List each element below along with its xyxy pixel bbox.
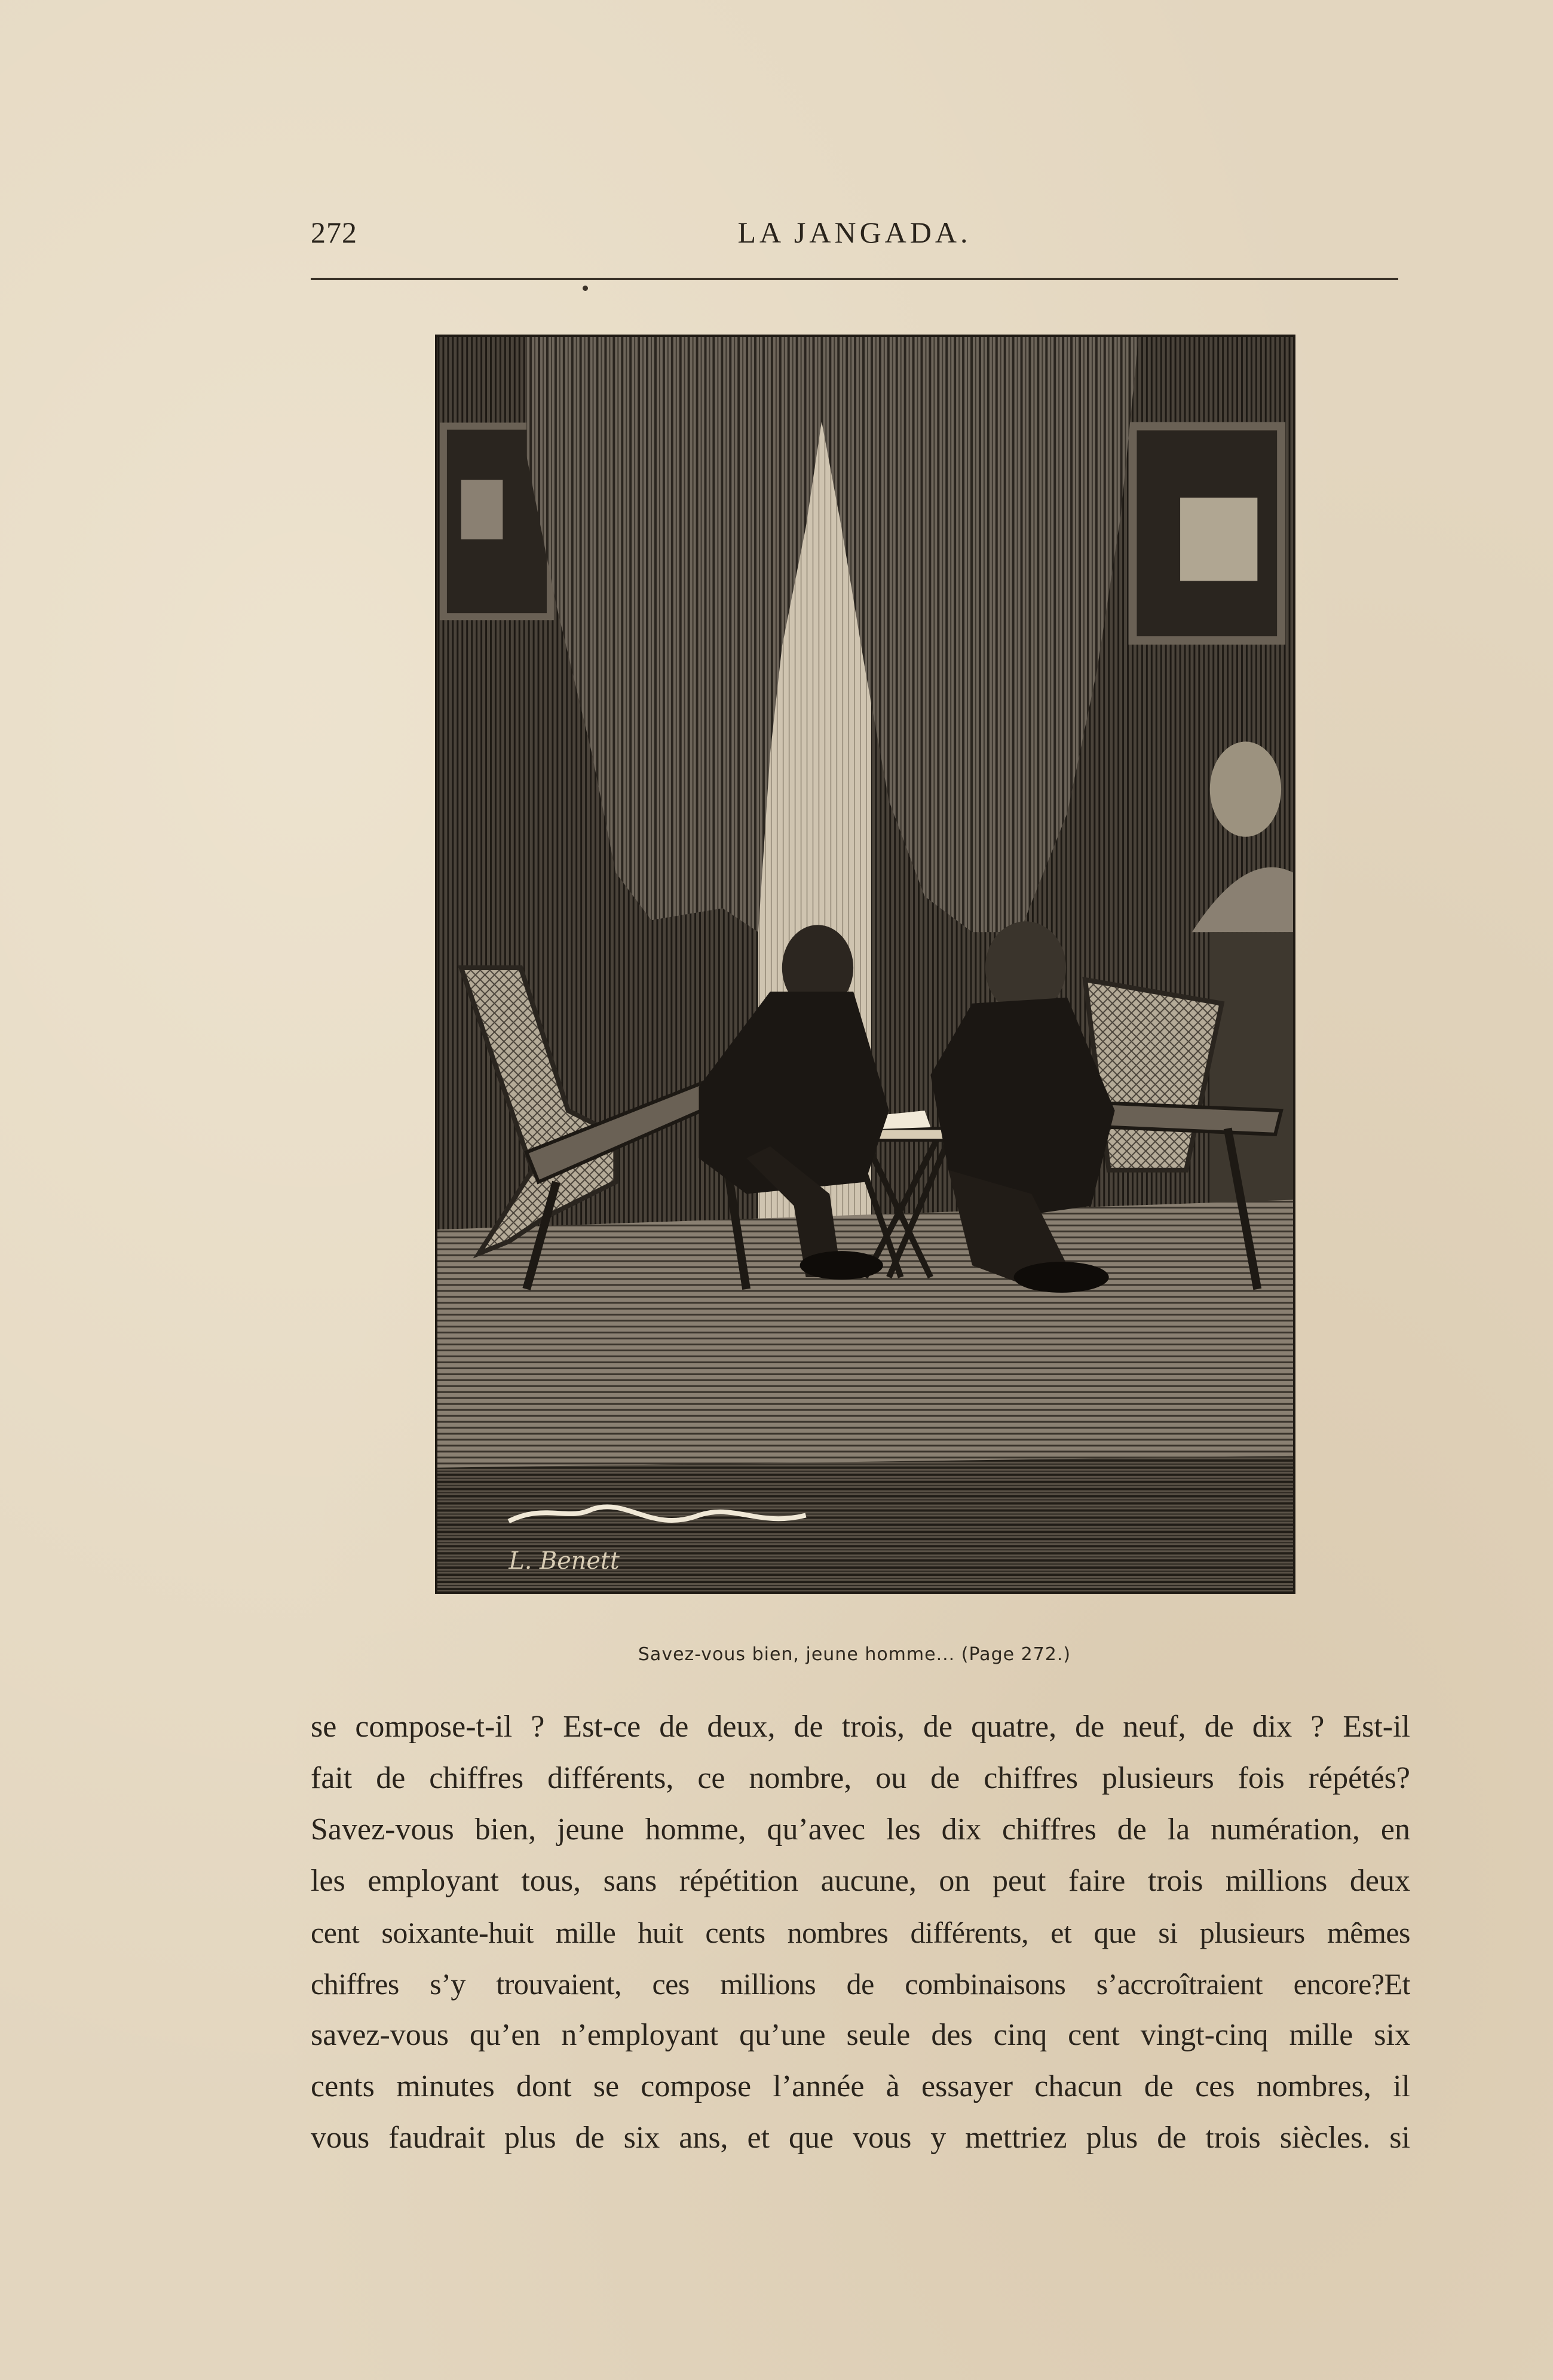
page-header [311, 215, 1398, 257]
page-number: 272 [311, 216, 357, 249]
engraving-illustration [435, 335, 1295, 1594]
bust-head [1210, 741, 1281, 836]
left-picture [461, 480, 503, 539]
carpet [437, 1200, 1293, 1479]
right-picture [1180, 498, 1257, 581]
right-man-shoe [1014, 1262, 1109, 1293]
text-line: fait de chiffres différents, ce nombre, ou de chiffres plusieurs fois répétés? [311, 1761, 1410, 1795]
text-line: les employant tous, sans répétition aucune, on peut faire trois millions deux [311, 1864, 1410, 1898]
left-man-shoe [800, 1251, 883, 1280]
ink-dot [583, 286, 588, 291]
header-rule [311, 278, 1398, 280]
text-line: chiffres s’y trouvaient, ces millions de combinaisons s’accroîtraient encore?Et [311, 1967, 1410, 2001]
text-line: cents minutes dont se compose l’année à essayer chacun de ces nombres, il [311, 2069, 1410, 2103]
text-line: vous faudrait plus de six ans, et que vous y mettriez plus de trois siècles. si [311, 2121, 1410, 2155]
artist-signature: L. Benett [509, 1547, 620, 1575]
engraving-svg [437, 337, 1293, 1591]
text-line: cent soixante-huit mille huit cents nombres différents, et que si plusieurs mêmes [311, 1916, 1410, 1949]
text-line: Savez-vous bien, jeune homme, qu’avec les dix chiffres de la numération, en [311, 1812, 1410, 1847]
running-title: LA JANGADA. [737, 216, 972, 249]
text-line: se compose-t-il ? Est-ce de deux, de trois, de quatre, de neuf, de dix ? Est-il [311, 1710, 1410, 1744]
illustration-caption: Savez-vous bien, jeune homme... (Page 272.) [638, 1644, 1071, 1665]
text-line: savez-vous qu’en n’employant qu’une seule des cinq cent vingt-cinq mille six [311, 2018, 1410, 2052]
body-text [311, 1701, 1410, 2164]
